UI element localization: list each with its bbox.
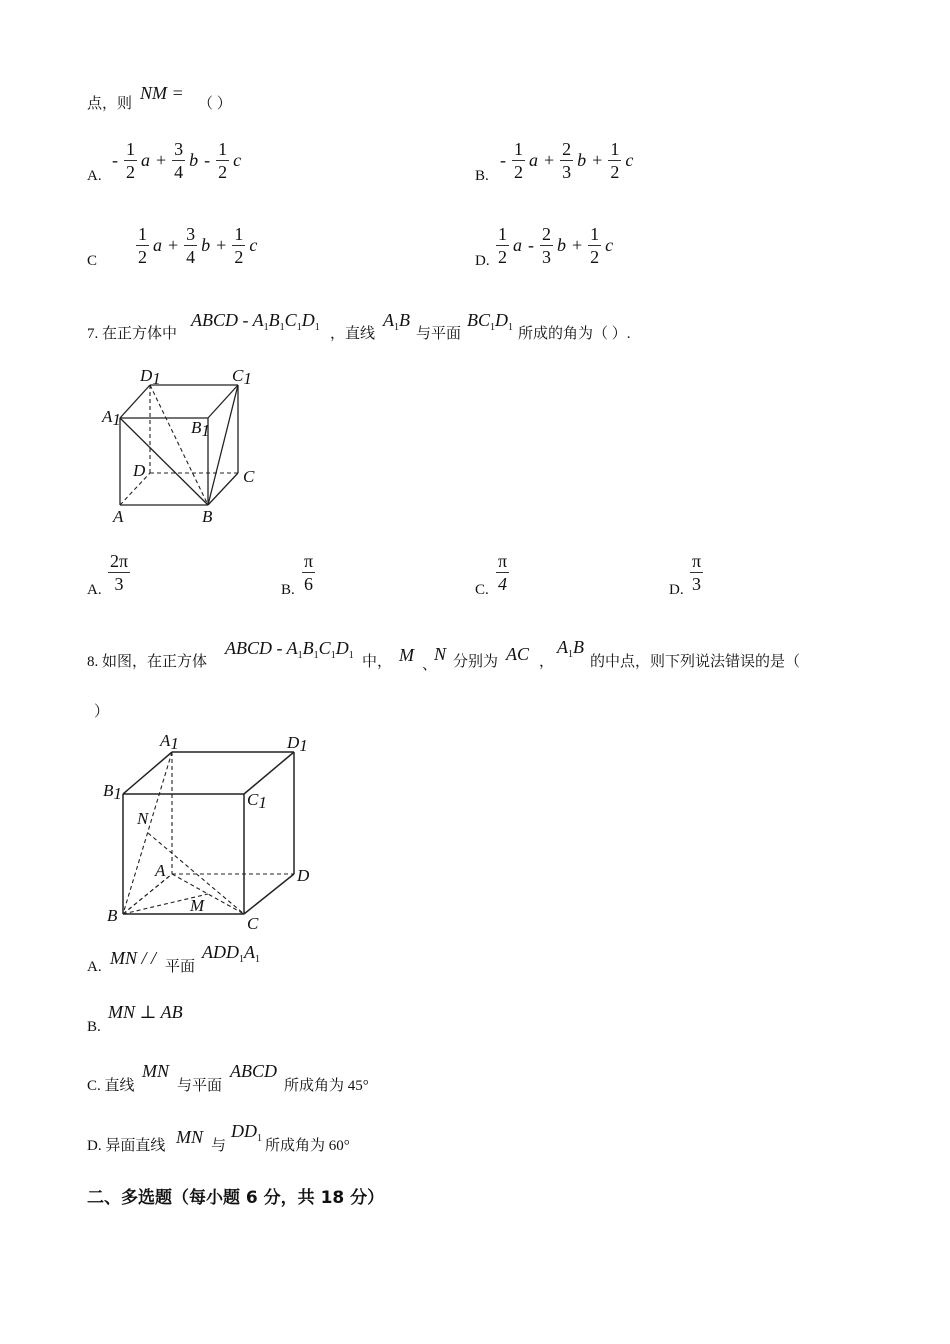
q7-option-a-frac: $\frac{2\pi}{3}$ bbox=[110, 551, 129, 594]
label-c1: C1 bbox=[232, 366, 252, 388]
var-c: c bbox=[605, 235, 614, 255]
label-n: N bbox=[137, 809, 149, 828]
q6-paren: （ ） bbox=[198, 96, 232, 112]
fraction: $\frac{1}{2}$ bbox=[498, 224, 507, 267]
label-c1: C1 bbox=[247, 790, 267, 812]
q8-cube-name: ABCD - $A_1B_1C_1D_1$ bbox=[225, 638, 354, 661]
q6-option-a-label: A. bbox=[87, 168, 102, 184]
label-b1: B1 bbox=[191, 418, 210, 440]
q8-option-d-text: 与 bbox=[211, 1138, 227, 1154]
q6-stem bbox=[87, 94, 132, 114]
q7-option-b-frac: $\frac{\pi}{6}$ bbox=[304, 551, 314, 594]
var-c: c bbox=[233, 150, 242, 170]
q7-option-c-frac: $\frac{\pi}{4}$ bbox=[498, 551, 508, 594]
fraction: $\frac{1}{2}$ bbox=[218, 139, 228, 182]
label-b1: B1 bbox=[103, 781, 122, 803]
q7-line-a1b: $A_1B$ bbox=[383, 310, 410, 333]
var-a: a bbox=[513, 235, 522, 255]
label-d1: D1 bbox=[140, 366, 161, 388]
q6-option-c-label: C bbox=[87, 253, 98, 269]
section-heading: 二、多选题（每小题 6 分，共 18 分） bbox=[87, 1188, 385, 1208]
q8-text-zhong: 中， bbox=[362, 654, 393, 670]
q8-option-d-label: D. 异面直线 bbox=[87, 1138, 166, 1154]
fraction: $\frac{1}{2}$ bbox=[590, 224, 600, 267]
q6-option-d-label: D. bbox=[475, 253, 490, 269]
op: - bbox=[204, 150, 211, 170]
var-b: b bbox=[201, 235, 211, 255]
q8-point-m: M bbox=[399, 645, 414, 665]
op: - bbox=[500, 150, 506, 170]
q7-text-plane: 与平面 bbox=[416, 326, 462, 342]
q7-option-d-frac: $\frac{\pi}{3}$ bbox=[692, 551, 702, 594]
q8-a1b: $A_1B$ bbox=[557, 637, 584, 660]
q8-text-end: 的中点，则下列说法错误的是（ bbox=[590, 654, 801, 670]
q7-plane-bc1d1: $BC_1D_1$ bbox=[467, 310, 514, 333]
fraction: $\frac{2}{3}$ bbox=[542, 224, 551, 267]
label-a1: A1 bbox=[102, 407, 121, 429]
q8-option-c-expr: MN bbox=[142, 1061, 169, 1081]
q8-option-c-end: 所成角为 45° bbox=[284, 1078, 369, 1094]
var-a: a bbox=[529, 150, 538, 170]
fraction: $\frac{3}{4}$ bbox=[174, 139, 184, 182]
q6-option-b-label: B. bbox=[475, 168, 489, 184]
label-a1: A1 bbox=[160, 731, 179, 753]
var-b: b bbox=[557, 235, 566, 255]
label-a: A bbox=[155, 861, 166, 880]
q6-option-b-expr bbox=[496, 138, 635, 183]
q8-sep: 、 bbox=[422, 657, 438, 673]
op: + bbox=[544, 150, 555, 170]
q8-paren-close: ） bbox=[94, 704, 110, 720]
var-c: c bbox=[249, 235, 258, 255]
fraction: $\frac{1}{2}$ bbox=[126, 139, 135, 182]
q7-option-d-label: D. bbox=[669, 582, 684, 598]
label-d: D bbox=[133, 461, 146, 480]
q8-option-b-expr: MN ⊥ AB bbox=[108, 1002, 183, 1022]
var-b: b bbox=[577, 150, 587, 170]
q8-text-fen: 分别为 bbox=[453, 654, 499, 670]
q8-option-d-line: $DD_1$ bbox=[231, 1121, 262, 1144]
q8-option-a-plane: $ADD_1A_1$ bbox=[202, 942, 260, 965]
op: - bbox=[528, 235, 534, 255]
fraction: $\frac{1}{2}$ bbox=[234, 224, 244, 267]
q8-option-d-expr: MN bbox=[176, 1127, 203, 1147]
q8-cube-figure bbox=[100, 728, 320, 938]
fraction: $\frac{1}{2}$ bbox=[514, 139, 523, 182]
label-d: D bbox=[297, 866, 310, 885]
label-d1: D1 bbox=[287, 733, 308, 755]
var-c: c bbox=[625, 150, 634, 170]
q8-point-n: N bbox=[434, 644, 447, 664]
op: + bbox=[572, 235, 583, 255]
var-b: b bbox=[189, 150, 199, 170]
q7-option-a-label: A. bbox=[87, 582, 102, 598]
label-a: A bbox=[113, 507, 124, 526]
q8-option-c-plane: ABCD bbox=[230, 1061, 277, 1081]
q7-cube-name: ABCD - $A_1B_1C_1D_1$ bbox=[191, 310, 320, 333]
q8-option-a-label: A. bbox=[87, 959, 102, 975]
op: + bbox=[216, 235, 227, 255]
q6-stem-prefix: 点，则 bbox=[87, 96, 133, 112]
fraction: $\frac{2}{3}$ bbox=[562, 139, 572, 182]
fraction: $\frac{1}{2}$ bbox=[138, 224, 147, 267]
var-a: a bbox=[141, 150, 150, 170]
q7-option-c-label: C. bbox=[475, 582, 489, 598]
q8-comma: ， bbox=[539, 654, 555, 670]
q7-number: 7. 在正方体中 bbox=[87, 326, 178, 342]
fraction: $\frac{3}{4}$ bbox=[186, 224, 196, 267]
q8-option-a-text: 平面 bbox=[165, 959, 196, 975]
q6-option-d-expr bbox=[494, 223, 615, 268]
q8-option-c-label: C. 直线 bbox=[87, 1078, 135, 1094]
label-m: M bbox=[190, 896, 205, 915]
label-c: C bbox=[247, 914, 259, 933]
q7-option-b-label: B. bbox=[281, 582, 295, 598]
op: + bbox=[156, 150, 167, 170]
q8-ac: AC bbox=[506, 644, 530, 664]
label-b: B bbox=[107, 906, 118, 925]
fraction: $\frac{1}{2}$ bbox=[610, 139, 620, 182]
op: + bbox=[168, 235, 179, 255]
q8-option-a-expr: MN / / bbox=[110, 948, 157, 968]
var-a: a bbox=[153, 235, 162, 255]
q7-text-line: ，直线 bbox=[330, 326, 376, 342]
q8-option-b-label: B. bbox=[87, 1019, 101, 1035]
op: - bbox=[112, 150, 118, 170]
label-b: B bbox=[202, 507, 213, 526]
q8-option-d-end: 所成角为 60° bbox=[265, 1138, 350, 1154]
q6-vector-nm: NM = bbox=[140, 83, 184, 103]
q7-text-end: 所成的角为（ ）. bbox=[518, 326, 631, 342]
q6-option-a-expr bbox=[108, 138, 243, 183]
label-c: C bbox=[243, 467, 255, 486]
q7-cube-figure bbox=[95, 360, 265, 530]
q8-number: 8. 如图，在正方体 bbox=[87, 654, 208, 670]
q6-option-c-expr bbox=[134, 223, 259, 268]
q8-option-c-text: 与平面 bbox=[177, 1078, 223, 1094]
op: + bbox=[592, 150, 603, 170]
